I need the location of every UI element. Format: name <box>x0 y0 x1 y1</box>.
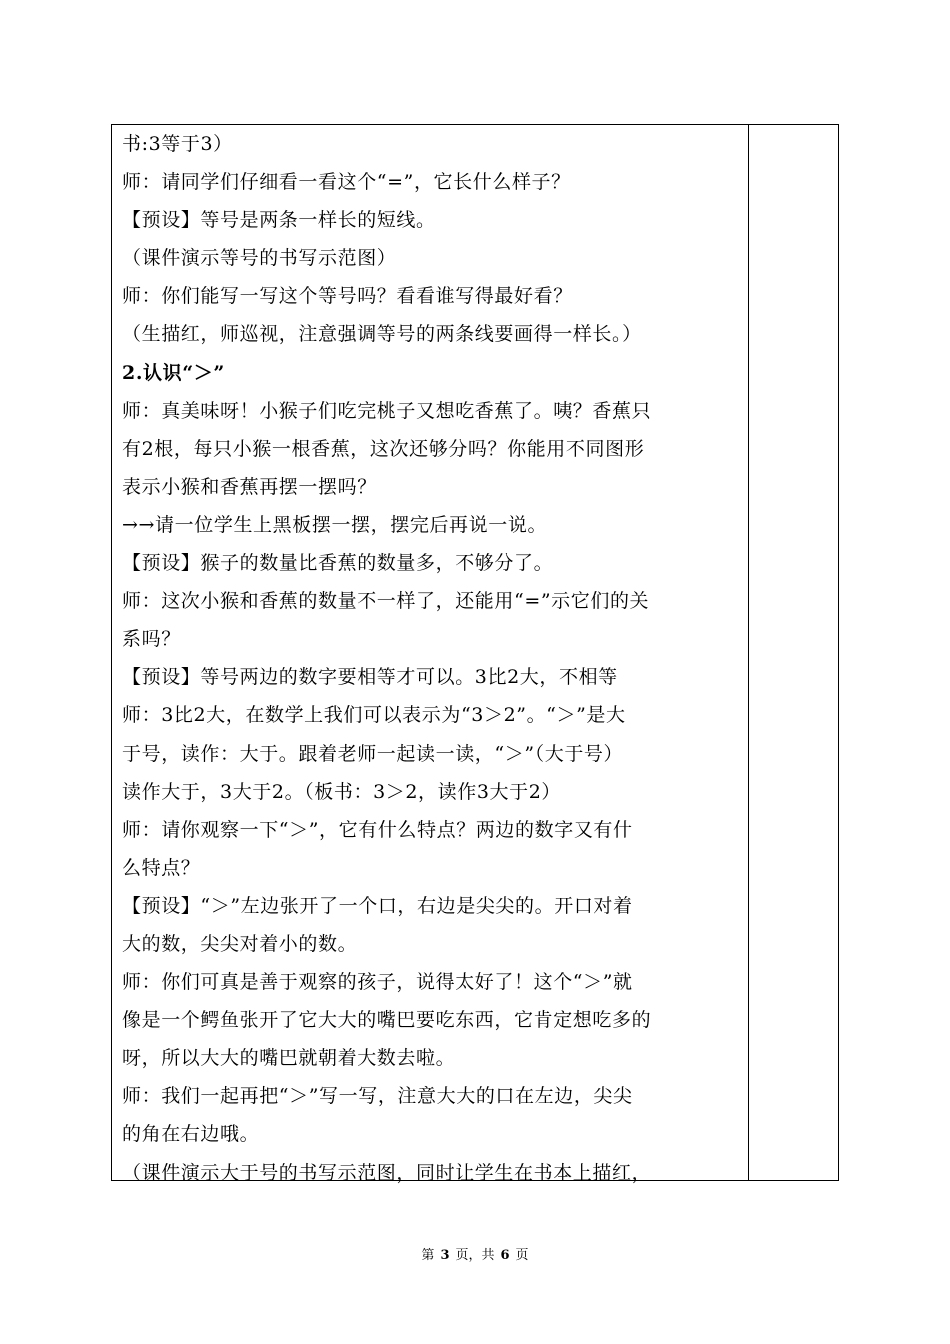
page-footer <box>0 1244 950 1263</box>
section-heading: 2.认识“＞” <box>122 361 225 384</box>
text-line: （课件演示大于号的书写示范图，同时让学生在书本上描红， <box>122 1161 652 1184</box>
text-line: 【预设】猴子的数量比香蕉的数量多，不够分了。 <box>122 552 554 575</box>
text-line: 有2根，每只小猴一根香蕉，这次还够分吗？你能用不同图形 <box>122 437 645 460</box>
text-line: 像是一个鳄鱼张开了它大大的嘴巴要吃东西，它肯定想吃多的 <box>122 1009 652 1032</box>
footer-prefix: 第 <box>421 1248 435 1263</box>
text-line: 师：我们一起再把“＞”写一写，注意大大的口在左边，尖尖 <box>122 1085 633 1108</box>
text-line: 【预设】等号两边的数字要相等才可以。3比2大，不相等 <box>122 666 618 689</box>
text-line: 师：3比2大，在数学上我们可以表示为“3＞2”。“＞”是大 <box>122 704 626 727</box>
text-line: 于号，读作：大于。跟着老师一起读一读，“＞”（大于号） <box>122 742 624 765</box>
column-divider <box>748 125 749 1180</box>
text-line: 读作大于，3大于2。（板书：3＞2，读作3大于2） <box>122 780 562 803</box>
text-line: 师：请同学们仔细看一看这个“=”，它长什么样子？ <box>122 171 571 194</box>
footer-middle: 页，共 <box>455 1248 495 1263</box>
text-line: 么特点？ <box>122 856 201 879</box>
text-line: 大的数，尖尖对着小的数。 <box>122 932 358 955</box>
footer-suffix: 页 <box>515 1248 529 1263</box>
text-line: 师：你们能写一写这个等号吗？看看谁写得最好看？ <box>122 285 573 308</box>
text-line: 师：真美味呀！小猴子们吃完桃子又想吃香蕉了。咦？香蕉只 <box>122 399 652 422</box>
text-line: 师：请你观察一下“＞”，它有什么特点？两边的数字又有什 <box>122 818 633 841</box>
text-line: 书:3等于3） <box>122 133 233 155</box>
lesson-content <box>122 125 742 1192</box>
text-line: →→请一位学生上黑板摆一摆，摆完后再说一说。 <box>122 513 548 536</box>
text-line: 系吗？ <box>122 628 181 651</box>
text-line: 师：这次小猴和香蕉的数量不一样了，还能用“=”示它们的关 <box>122 590 650 613</box>
current-page-number: 3 <box>440 1248 450 1263</box>
text-line: （生描红，师巡视，注意强调等号的两条线要画得一样长。） <box>122 323 642 346</box>
text-line: 【预设】“＞”左边张开了一个口，右边是尖尖的。开口对着 <box>122 894 633 917</box>
text-line: 【预设】等号是两条一样长的短线。 <box>122 209 436 232</box>
text-line: 表示小猴和香蕉再摆一摆吗？ <box>122 475 377 498</box>
text-line: 呀，所以大大的嘴巴就朝着大数去啦。 <box>122 1047 456 1070</box>
lesson-table <box>111 124 839 1184</box>
text-line: 的角在右边哦。 <box>122 1123 260 1146</box>
text-line: 师：你们可真是善于观察的孩子，说得太好了！这个“＞”就 <box>122 971 633 994</box>
total-page-count: 6 <box>500 1248 510 1263</box>
text-line: （课件演示等号的书写示范图） <box>122 247 397 270</box>
